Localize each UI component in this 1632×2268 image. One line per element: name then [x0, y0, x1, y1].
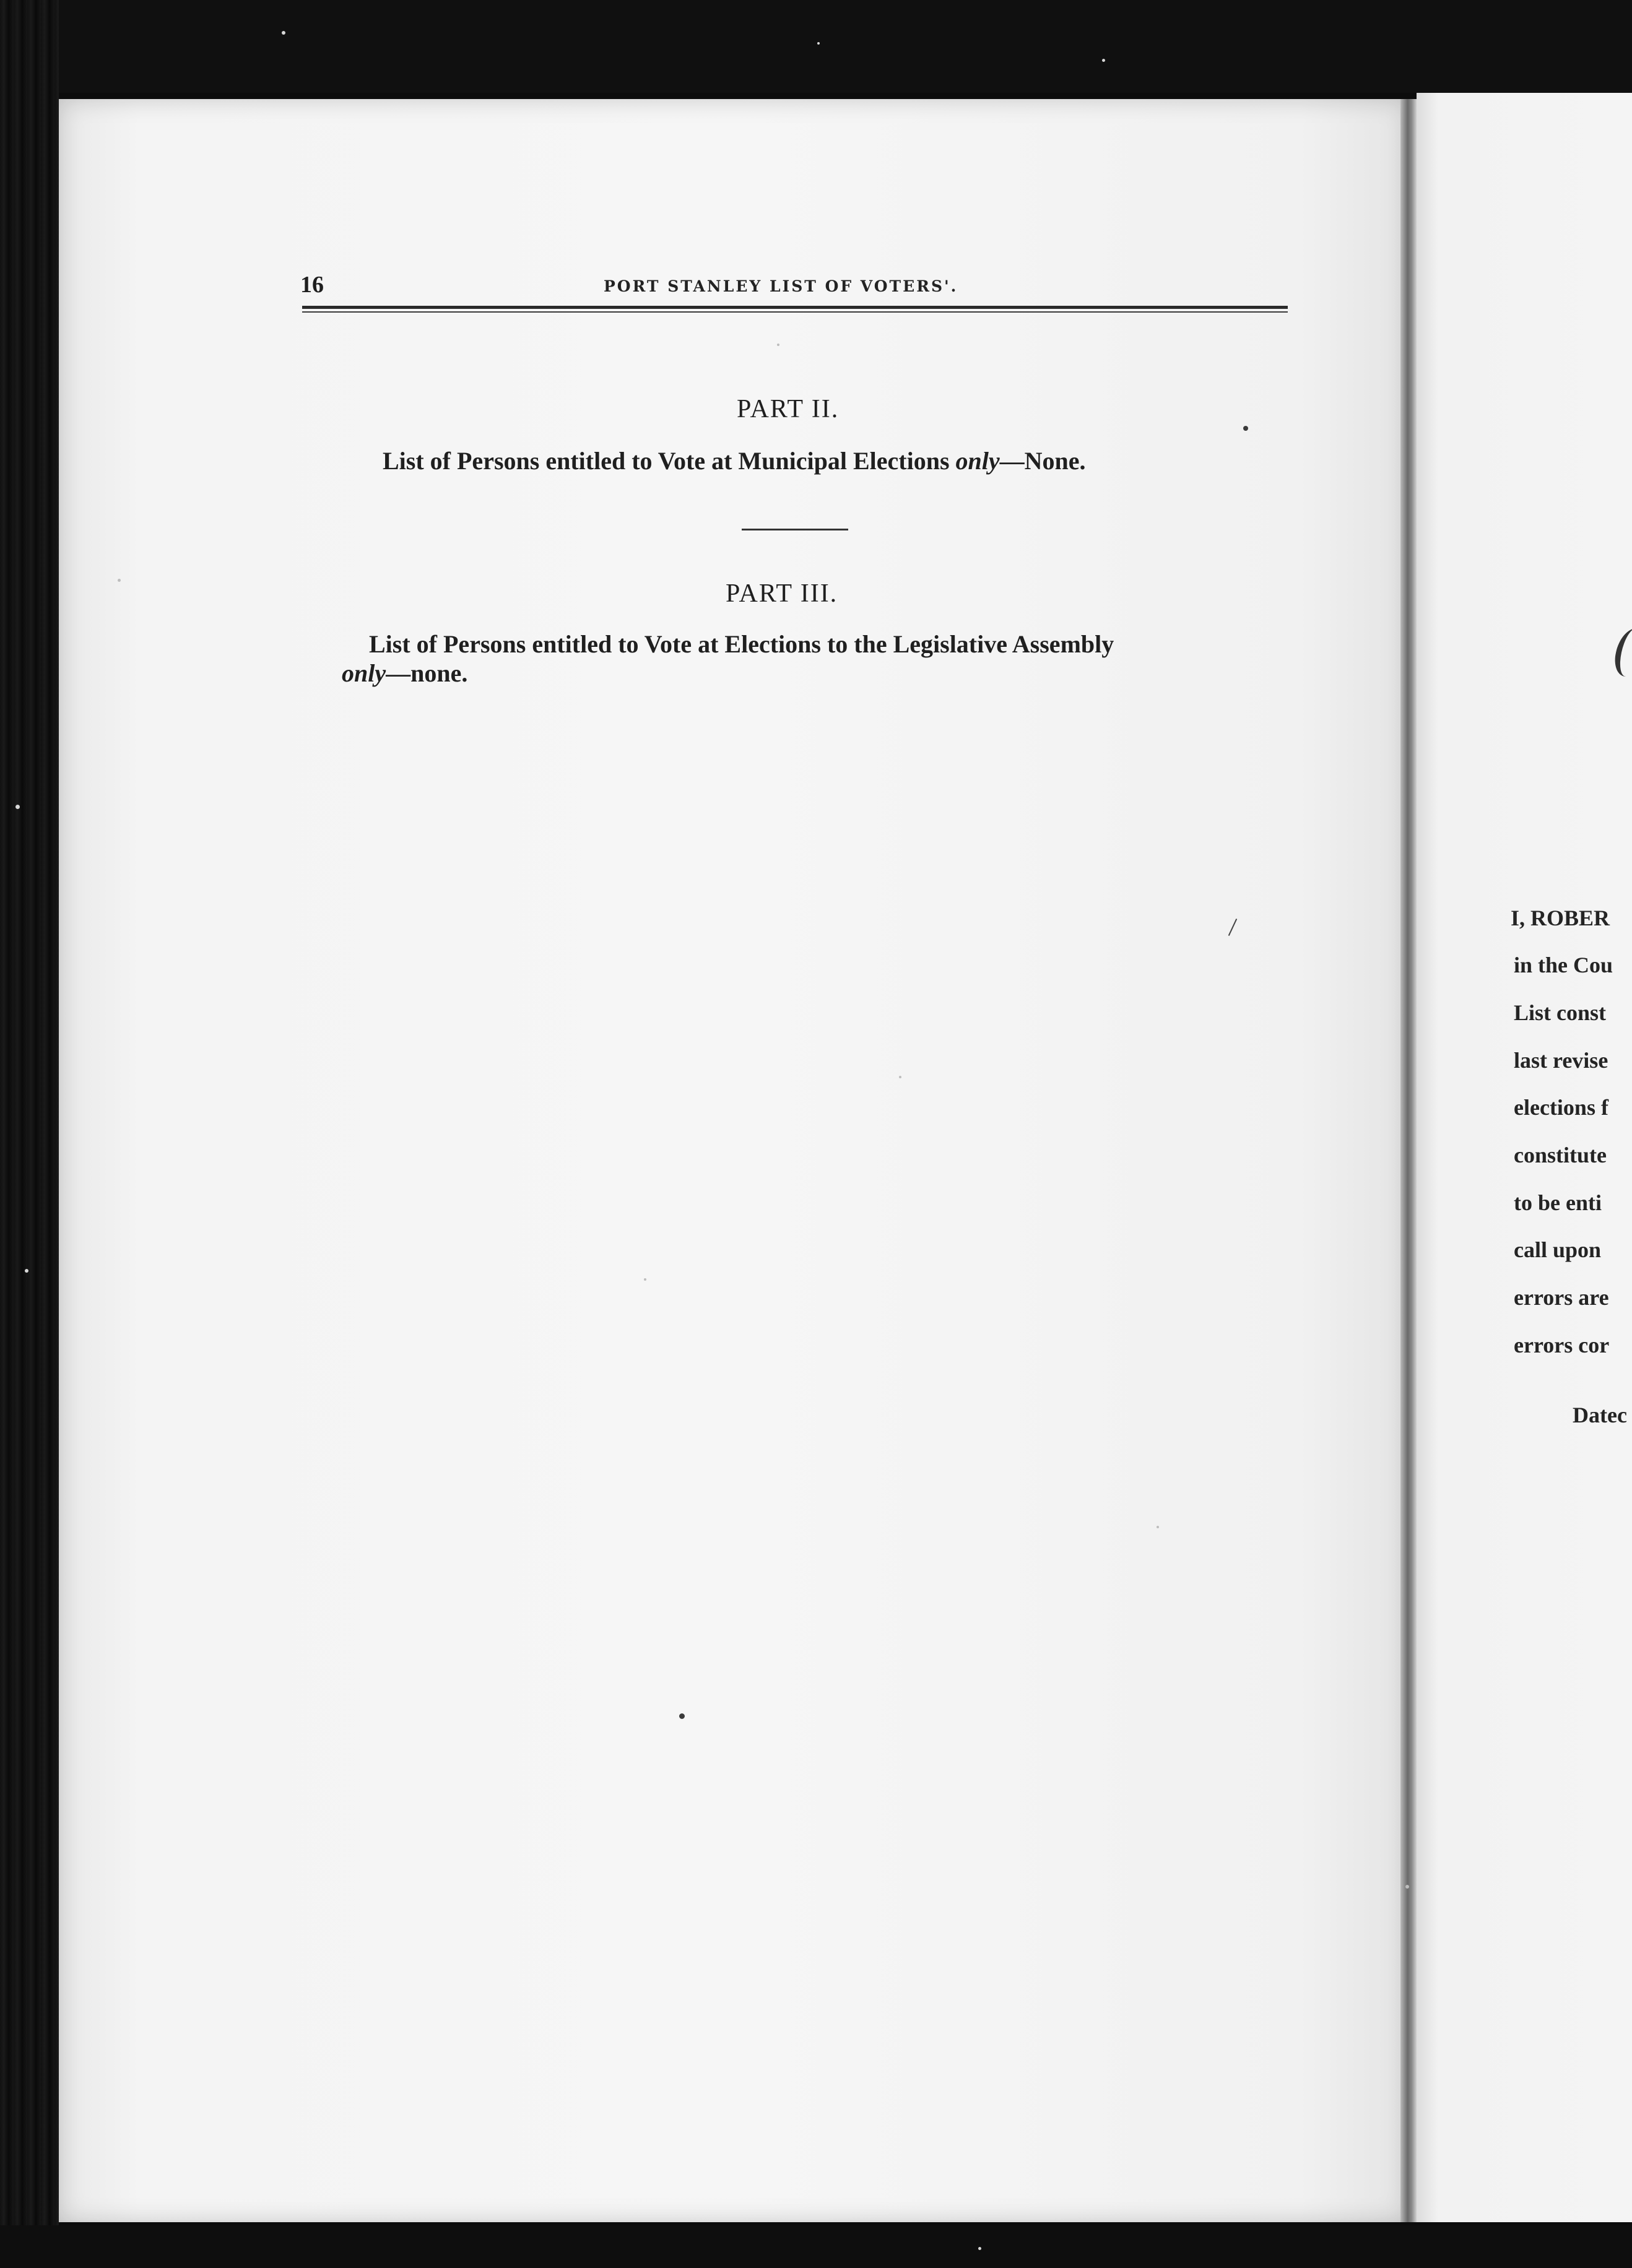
part2-line-prefix: List of Persons entitled to Vote at Municipal Elections	[383, 447, 956, 475]
part3-line-1: List of Persons entitled to Vote at Elections to the Legislative Assembly	[369, 630, 1114, 658]
ink-dot	[679, 1713, 685, 1719]
facing-line: last revise	[1514, 1048, 1608, 1073]
ink-dot	[644, 1278, 646, 1281]
part3-line2-emphasis: only	[342, 659, 386, 687]
part3-heading: PART III.	[726, 579, 838, 608]
section-divider	[742, 529, 848, 530]
header-rule-thick	[302, 306, 1288, 309]
left-page	[59, 99, 1408, 2222]
part3-line2-suffix: —none.	[386, 659, 468, 687]
film-speck	[15, 805, 20, 809]
ink-dot	[1405, 1885, 1409, 1889]
running-title: PORT STANLEY LIST OF VOTERS'.	[604, 277, 958, 295]
ink-dot	[1157, 1526, 1159, 1528]
part2-line-emphasis: only	[955, 447, 1000, 475]
ink-dot	[899, 1076, 901, 1078]
part2-heading: PART II.	[737, 395, 840, 423]
facing-line: to be enti	[1514, 1190, 1602, 1215]
film-border-top	[0, 0, 1632, 93]
ink-dot	[1243, 426, 1248, 431]
facing-line: I, ROBER	[1511, 906, 1610, 930]
film-speck	[817, 42, 820, 45]
facing-line: List const	[1514, 1000, 1607, 1025]
page-number: 16	[300, 272, 324, 298]
facing-line: Datec	[1573, 1403, 1627, 1427]
facing-line: in the Cou	[1514, 953, 1613, 977]
book-gutter	[1400, 99, 1417, 2222]
part2-line-suffix: —None.	[999, 447, 1086, 475]
film-border-left	[0, 0, 59, 2268]
film-border-bottom	[0, 2225, 1632, 2268]
ink-dot	[777, 344, 779, 346]
header-rule-thin	[302, 311, 1288, 313]
facing-line: elections f	[1514, 1095, 1608, 1120]
facing-line: call upon	[1514, 1237, 1602, 1262]
part3-line-2	[342, 659, 467, 688]
facing-line: errors cor	[1514, 1333, 1610, 1357]
film-speck	[1102, 59, 1105, 62]
facing-line: errors are	[1514, 1285, 1609, 1310]
part2-line	[383, 446, 1086, 475]
facing-line: constitute	[1514, 1143, 1607, 1167]
film-speck	[978, 2247, 981, 2250]
film-speck	[25, 1269, 28, 1273]
running-head	[300, 271, 1288, 302]
film-speck	[282, 31, 285, 35]
ink-dot	[118, 579, 121, 582]
